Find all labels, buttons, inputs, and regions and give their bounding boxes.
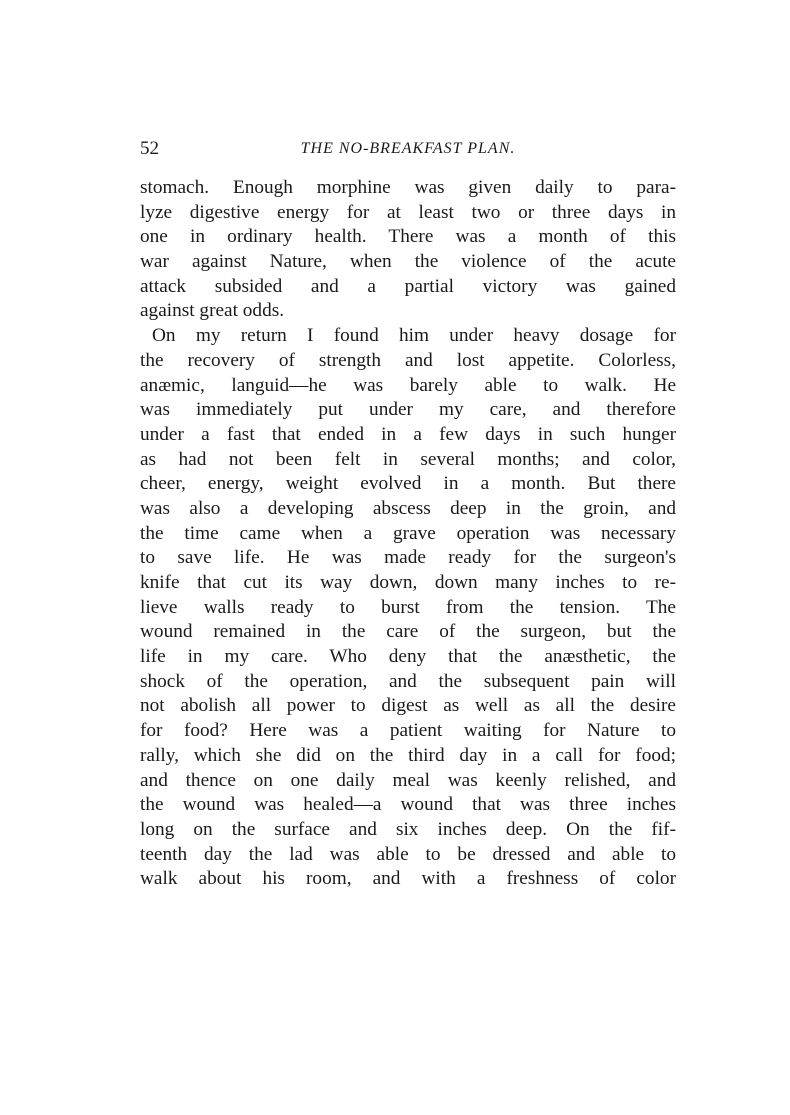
text-line: war against Nature, when the violence of the acute	[140, 251, 676, 273]
text-line: the recovery of strength and lost appetite. Colorless,	[140, 349, 676, 371]
text-line: stomach. Enough morphine was given daily to para-	[140, 177, 676, 198]
text-line: wound remained in the care of the surgeon, but the	[140, 621, 676, 643]
text-line: to save life. He was made ready for the surgeon's	[140, 547, 676, 569]
text-line: attack subsided and a partial victory was gained	[140, 275, 676, 297]
text-line: the wound was healed—a wound that was three inches	[140, 794, 676, 816]
text-line: and thence on one daily meal was keenly relished, and	[140, 769, 676, 791]
text-line: was immediately put under my care, and therefore	[140, 399, 676, 421]
page-number: 52	[140, 138, 159, 159]
text-line: lieve walls ready to burst from the tension. The	[140, 596, 676, 618]
text-line: knife that cut its way down, down many inches to re-	[140, 572, 676, 593]
text-line: one in ordinary health. There was a month of this	[140, 226, 676, 248]
text-line: as had not been felt in several months; and color,	[140, 448, 676, 470]
text-line: was also a developing abscess deep in the groin, and	[140, 497, 676, 519]
running-title: THE NO-BREAKFAST PLAN.	[300, 140, 516, 157]
page-body-text	[140, 176, 676, 892]
text-line: life in my care. Who deny that the anæsthetic, the	[140, 646, 676, 668]
text-line: shock of the operation, and the subsequent pain will	[140, 670, 676, 692]
text-line: walk about his room, and with a freshness of color	[140, 868, 676, 890]
text-line: long on the surface and six inches deep. On the fif-	[140, 818, 676, 840]
text-line: teenth day the lad was able to be dressed and able to	[140, 843, 676, 865]
text-line: On my return I found him under heavy dosage for	[152, 325, 676, 347]
text-line: under a fast that ended in a few days in such hunger	[140, 423, 676, 445]
text-line: rally, which she did on the third day in a call for food;	[140, 744, 676, 766]
text-line: against great odds.	[140, 300, 285, 322]
text-line: for food? Here was a patient waiting for Nature to	[140, 720, 676, 742]
running-header	[140, 138, 676, 164]
text-line: not abolish all power to digest as well as all the desire	[140, 695, 676, 717]
text-line: lyze digestive energy for at least two or three days in	[140, 201, 676, 223]
text-line: the time came when a grave operation was necessary	[140, 522, 676, 544]
text-line: cheer, energy, weight evolved in a month. But there	[140, 473, 676, 495]
text-line: anæmic, languid—he was barely able to walk. He	[140, 374, 676, 396]
